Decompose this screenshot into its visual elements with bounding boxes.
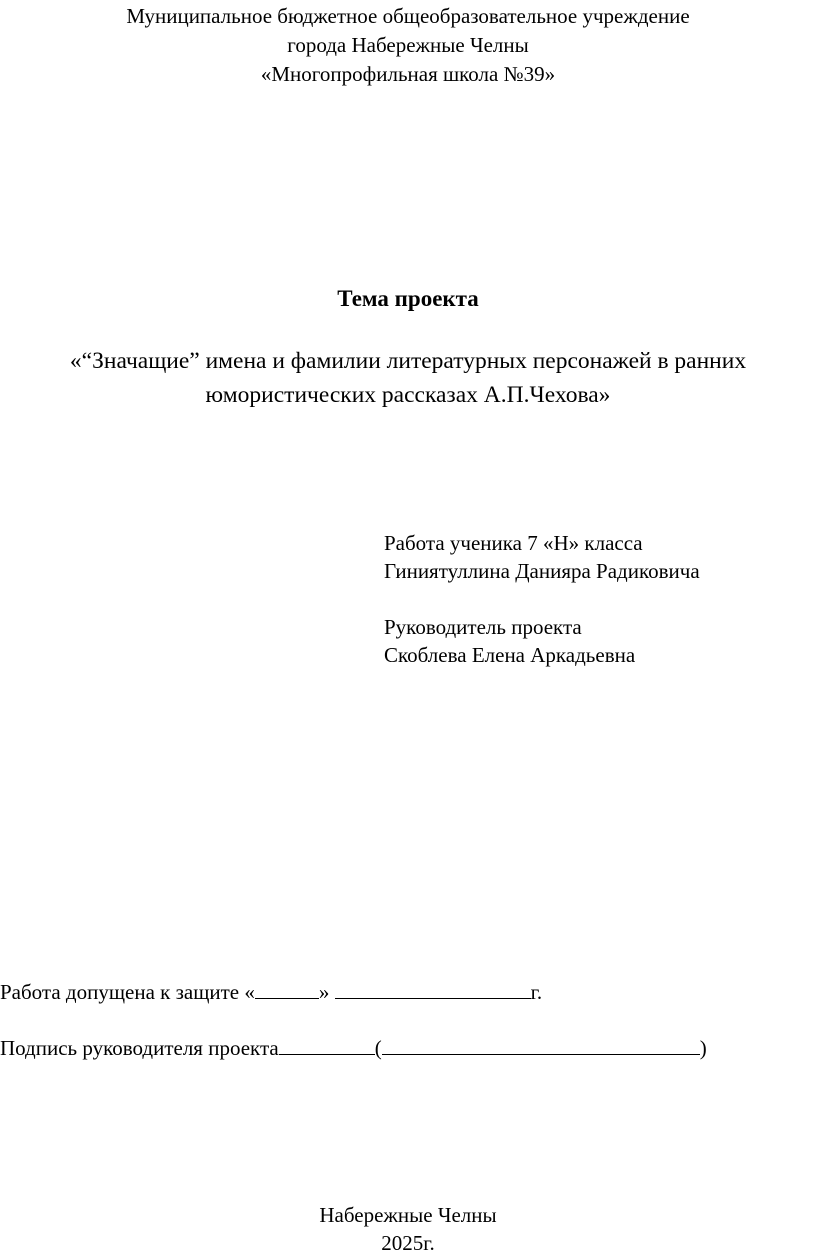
- approval-suffix: г.: [530, 980, 543, 1004]
- school-name-line-2: города Набережные Челны: [287, 33, 529, 57]
- approval-prefix: Работа допущена к защите «: [0, 980, 255, 1004]
- school-name-line-1: Муниципальное бюджетное общеобразовательное учреждение: [126, 4, 690, 28]
- signature-open: (: [374, 1036, 382, 1060]
- signature-prefix: Подпись руководителя проекта: [0, 1036, 279, 1060]
- approval-line: [0, 978, 542, 1006]
- author-line-1: Работа ученика 7 «Н» класса: [384, 531, 643, 555]
- topic-line-1: «“Значащие” имена и фамилии литературных персонажей в ранних: [69, 348, 747, 374]
- topic-line-2: юмористических рассказах А.П.Чехова»: [205, 382, 611, 408]
- approval-month-blank[interactable]: [335, 978, 531, 999]
- approval-middle: »: [318, 980, 330, 1004]
- signature-blank[interactable]: [279, 1034, 375, 1055]
- topic-label: Тема проекта: [337, 286, 479, 311]
- supervisor-line-1: Руководитель проекта: [384, 615, 582, 639]
- signature-name-blank[interactable]: [382, 1034, 700, 1055]
- supervisor-line-2: Скоблева Елена Аркадьевна: [384, 643, 636, 667]
- footer-city: Набережные Челны: [319, 1203, 497, 1227]
- school-name-line-3: «Многопрофильная школа №39»: [260, 62, 556, 86]
- signature-line: [0, 1034, 707, 1062]
- author-line-2: Гиниятуллина Данияра Радиковича: [384, 559, 700, 583]
- signature-close: ): [699, 1036, 707, 1060]
- approval-day-blank[interactable]: [255, 978, 319, 999]
- footer-year: 2025г.: [381, 1231, 435, 1255]
